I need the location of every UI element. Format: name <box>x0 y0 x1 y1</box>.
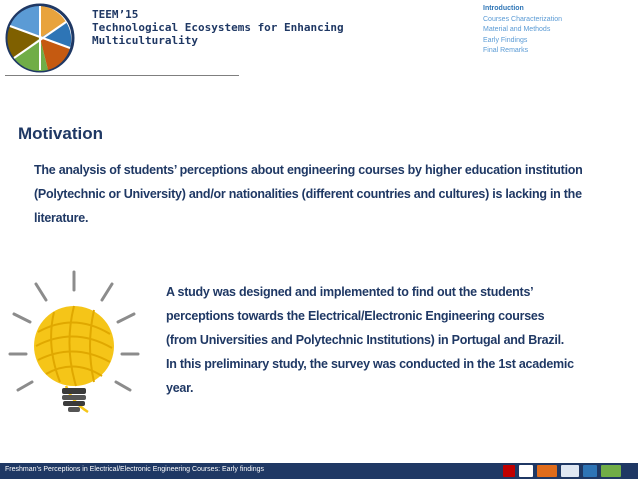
study-line-2: perceptions towards the Electrical/Electronic Engineering courses <box>166 309 545 323</box>
conference-line-1: TEEM’15 <box>92 8 139 21</box>
footer-text: Freshman’s Perceptions in Electrical/Electronic Engineering Courses: Early findings <box>5 466 264 473</box>
study-line-1: A study was designed and implemented to find out the students’ <box>166 285 534 299</box>
partner-logo-5 <box>583 465 597 477</box>
lightbulb-icon <box>6 262 144 462</box>
conference-title <box>92 8 344 47</box>
section-nav <box>483 4 562 57</box>
partner-logo-4 <box>561 465 579 477</box>
nav-item-material-and-methods[interactable]: Material and Methods <box>483 26 551 33</box>
header-divider <box>5 75 239 76</box>
conference-line-2: Technological Ecosystems for Enhancing <box>92 21 344 34</box>
partner-logo-1 <box>503 465 515 477</box>
intro-paragraph: The analysis of students’ perceptions about engineering courses by higher education institution (Polytechnic or University) and/or nationalities (different countries and cultures) is lacking in the literature. <box>34 163 583 225</box>
partner-logo-3 <box>537 465 557 477</box>
study-paragraph <box>166 280 606 400</box>
study-line-3: (from Universities and Polytechnic Institutions) in Portugal and Brazil. <box>166 333 565 347</box>
footer-bar <box>0 463 638 479</box>
nav-item-final-remarks[interactable]: Final Remarks <box>483 47 529 54</box>
nav-item-courses-characterization[interactable]: Courses Characterization <box>483 15 562 23</box>
teem-logo <box>0 0 80 76</box>
conference-line-3: Multiculturality <box>92 34 198 47</box>
slide-title: Motivation <box>18 124 103 143</box>
nav-item-introduction[interactable]: Introduction <box>483 5 524 12</box>
partner-logo-6 <box>601 465 621 477</box>
partner-logo-2 <box>519 465 533 477</box>
study-line-4: In this preliminary study, the survey was conducted in the 1st academic <box>166 357 574 371</box>
nav-item-early-findings[interactable]: Early Findings <box>483 36 528 44</box>
study-line-5: year. <box>166 381 194 395</box>
